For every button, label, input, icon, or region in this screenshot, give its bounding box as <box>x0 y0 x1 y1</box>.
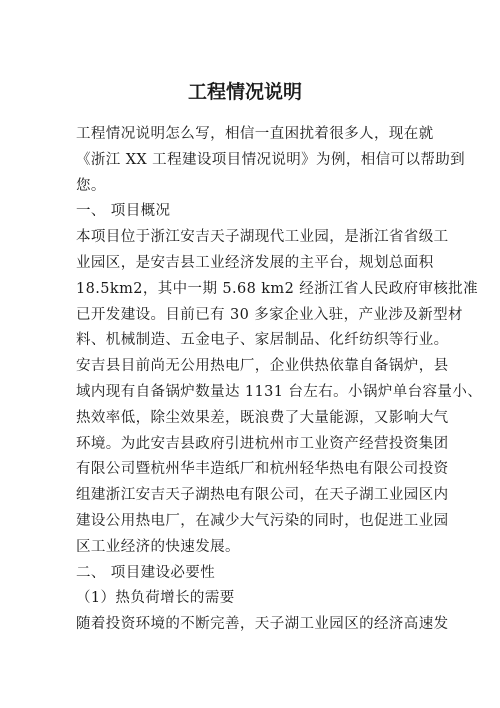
text-line: 本项目位于浙江安吉天子湖现代工业园，是浙江省省级工 <box>76 229 449 246</box>
text-line: 环境。为此安吉县政府引进杭州市工业资产经营投资集团 <box>76 435 449 452</box>
text-line: 业园区，是安吉县工业经济发展的主平台，规划总面积 <box>76 254 434 271</box>
text-line: 您。 <box>76 177 106 194</box>
text-line: 组建浙江安吉天子湖热电有限公司，在天子湖工业园区内 <box>76 487 449 504</box>
text-line: 18.5km2，其中一期 5.68 km2 经浙江省人民政府审核批准 <box>76 280 479 297</box>
text-line: 工程情况说明怎么写，相信一直困扰着很多人，现在就 <box>76 126 434 142</box>
text-line: 热效率低，除尘效果差，既浪费了大量能源，又影响大气 <box>76 409 449 426</box>
text-line: 域内现有自备锅炉数量达 1131 台左右。小锅炉单台容量小、 <box>76 383 483 400</box>
text-line: 安吉县目前尚无公用热电厂，企业供热依靠自备锅炉，县 <box>76 358 449 375</box>
section-heading: 一、 项目概况 <box>76 203 171 220</box>
text-line: 建设公用热电厂，在减少大气污染的同时，也促进工业园 <box>76 512 449 529</box>
document-body <box>76 122 483 638</box>
text-line: 有限公司暨杭州华丰造纸厂和杭州轻华热电有限公司投资 <box>76 461 449 478</box>
text-line: 料、机械制造、五金电子、家居制品、化纤纺织等行业。 <box>76 332 449 349</box>
text-line: 《浙江 XX 工程建设项目情况说明》为例，相信可以帮助到 <box>76 151 466 168</box>
text-line: 已开发建设。目前已有 30 多家企业入驻，产业涉及新型材 <box>76 306 463 323</box>
text-line: 区工业经济的快速发展。 <box>76 538 240 555</box>
text-line: 随着投资环境的不断完善，天子湖工业园区的经济高速发 <box>76 616 449 633</box>
section-heading: 二、 项目建设必要性 <box>76 564 216 581</box>
document-title: 工程情况说明 <box>187 81 302 103</box>
subsection-heading: （1）热负荷增长的需要 <box>76 590 235 607</box>
